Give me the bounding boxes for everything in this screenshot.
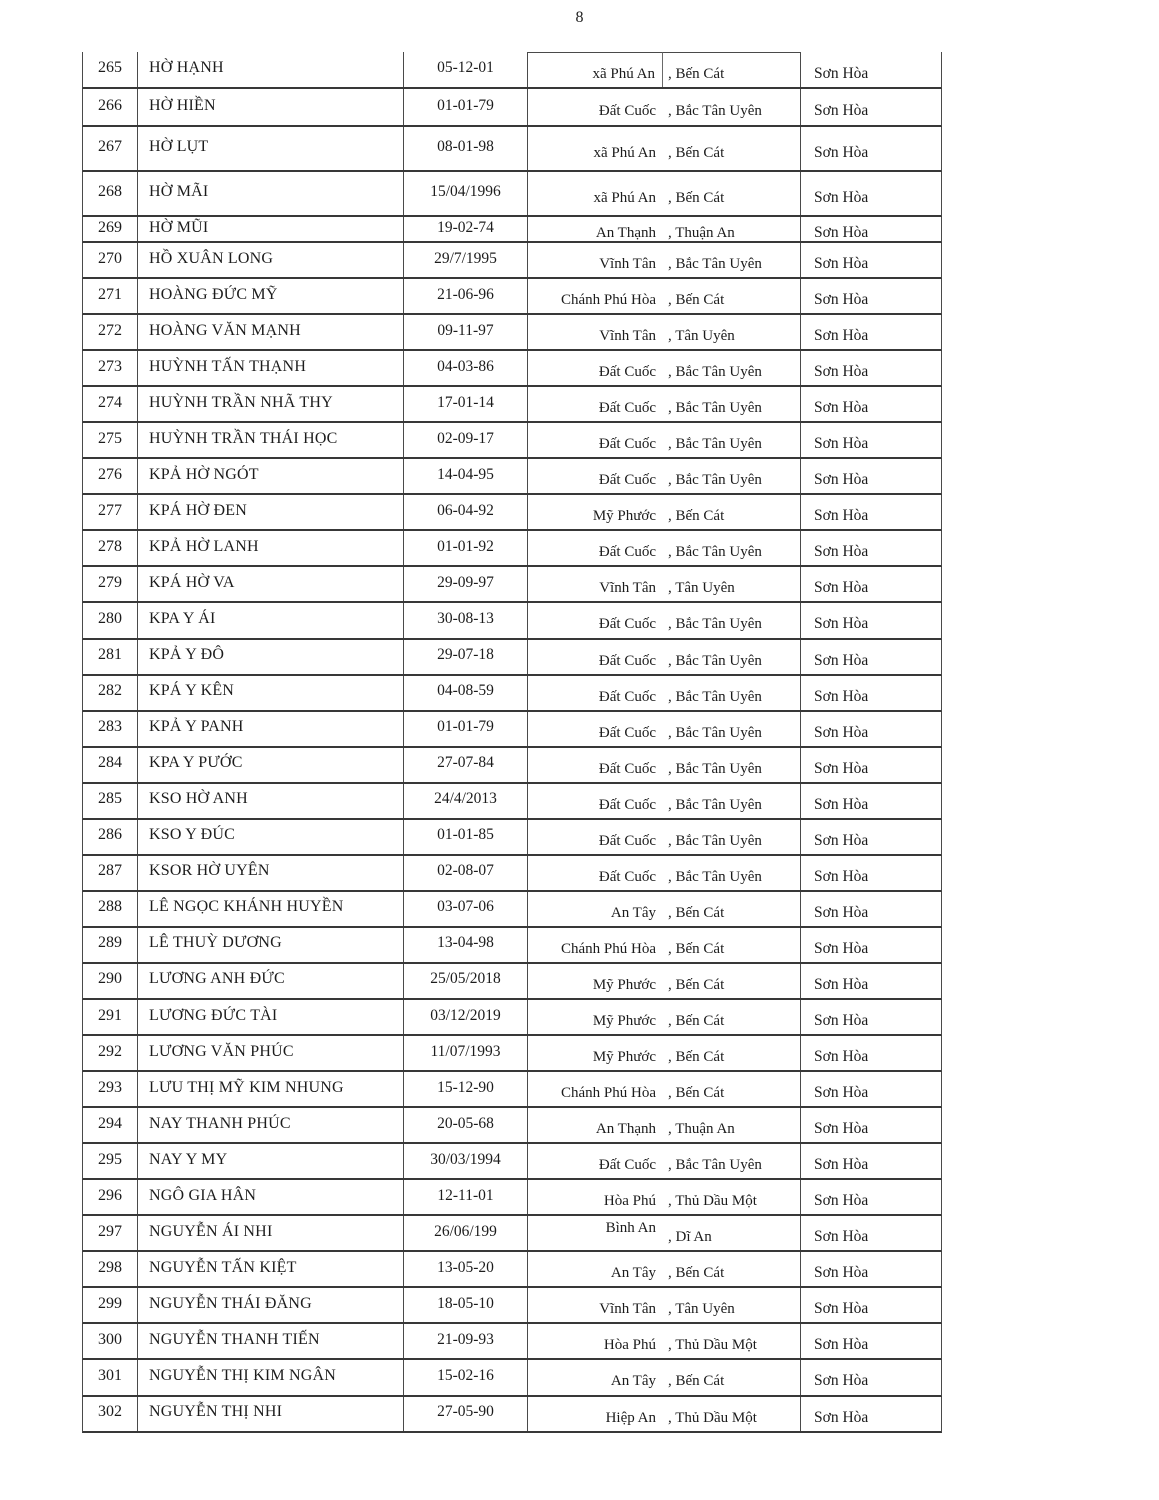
- name-cell: HUỲNH TRẦN NHÃ THY: [138, 387, 404, 421]
- row-number-cell: 272: [83, 315, 138, 349]
- district-cell: , Bến Cát: [663, 1360, 801, 1394]
- ward-cell: Đất Cuốc: [598, 472, 656, 489]
- table-row: [82, 1252, 942, 1288]
- row-number-cell: 276: [83, 459, 138, 493]
- ward-cell: Vĩnh Tân: [599, 1301, 656, 1318]
- name-cell: NAY THANH PHÚC: [138, 1108, 404, 1142]
- unit-cell: Sơn Hòa: [814, 579, 869, 597]
- ward-cell: Mỹ Phước: [592, 1049, 656, 1066]
- unit-cell: Sơn Hòa: [814, 975, 869, 993]
- birthdate-cell: 29/7/1995: [404, 243, 528, 277]
- table-row: [82, 1036, 942, 1072]
- ward-cell: Chánh Phú Hòa: [561, 1085, 656, 1102]
- unit-cell: Sơn Hòa: [814, 1192, 869, 1210]
- row-number-cell: 268: [83, 172, 138, 215]
- unit-cell: Sơn Hòa: [814, 435, 869, 453]
- unit-cell: Sơn Hòa: [814, 1156, 869, 1174]
- ward-cell: Đất Cuốc: [598, 796, 656, 813]
- table-row: [82, 351, 942, 387]
- unit-cell: Sơn Hòa: [814, 1012, 869, 1029]
- unit-cell: Sơn Hòa: [814, 507, 869, 525]
- ward-cell: Đất Cuốc: [598, 400, 656, 417]
- table-row: [82, 315, 942, 351]
- unit-cell: Sơn Hòa: [814, 1336, 869, 1354]
- ward-cell: An Tây: [610, 1373, 656, 1390]
- ward-cell: Đất Cuốc: [598, 364, 656, 381]
- table-row: [82, 279, 942, 315]
- row-number-cell: 265: [83, 52, 138, 87]
- ward-cell: Vĩnh Tân: [599, 328, 656, 345]
- row-number-cell: 296: [83, 1180, 138, 1214]
- table-row: [82, 217, 942, 243]
- district-cell: , Dĩ An: [663, 1216, 801, 1250]
- birthdate-cell: 15/04/1996: [404, 172, 528, 215]
- unit-cell: Sơn Hòa: [814, 143, 869, 161]
- name-cell: KSO HỜ ANH: [138, 784, 404, 818]
- district-cell: , Bến Cát: [663, 1036, 801, 1070]
- ward-cell: An Tây: [610, 904, 656, 921]
- table-row: [82, 567, 942, 603]
- district-cell: , Bắc Tân Uyên: [663, 820, 801, 854]
- row-number-cell: 294: [83, 1108, 138, 1142]
- table-row: [82, 1108, 942, 1144]
- birthdate-cell: 13-04-98: [404, 928, 528, 962]
- birthdate-cell: 27-05-90: [404, 1397, 528, 1431]
- name-cell: KPÁ HỜ ĐEN: [138, 495, 404, 529]
- name-cell: HỜ LỤT: [138, 127, 404, 170]
- row-number-cell: 280: [83, 603, 138, 637]
- ward-cell: xã Phú An: [593, 144, 656, 161]
- table-row: [82, 495, 942, 531]
- name-cell: HỜ MÃI: [138, 172, 404, 215]
- page-number: 8: [575, 9, 584, 26]
- birthdate-cell: 20-05-68: [404, 1108, 528, 1142]
- ward-cell: Đất Cuốc: [598, 1157, 656, 1174]
- unit-cell: Sơn Hòa: [814, 1300, 869, 1318]
- unit-cell: Sơn Hòa: [814, 651, 869, 669]
- table-row: [82, 1324, 942, 1360]
- ward-cell: Đất Cuốc: [598, 544, 656, 561]
- unit-cell: Sơn Hòa: [814, 723, 869, 741]
- name-cell: HOÀNG VĂN MẠNH: [138, 315, 404, 349]
- row-number-cell: 302: [83, 1397, 138, 1431]
- name-cell: NGUYỄN TẤN KIỆT: [138, 1252, 404, 1286]
- row-number-cell: 288: [83, 892, 138, 926]
- district-cell: , Bắc Tân Uyên: [663, 676, 801, 710]
- name-cell: NGUYỄN THANH TIẾN: [138, 1324, 404, 1358]
- unit-cell: Sơn Hòa: [814, 224, 869, 241]
- unit-cell: Sơn Hòa: [814, 903, 869, 921]
- unit-cell: Sơn Hòa: [814, 831, 869, 849]
- ward-cell: Bình An: [605, 1220, 656, 1237]
- district-cell: , Bắc Tân Uyên: [663, 423, 801, 457]
- ward-cell: Đất Cuốc: [598, 760, 656, 777]
- row-number-cell: 286: [83, 820, 138, 854]
- unit-cell: Sơn Hòa: [814, 64, 869, 82]
- birthdate-cell: 30-08-13: [404, 603, 528, 637]
- name-cell: KSOR HỜ UYÊN: [138, 856, 404, 890]
- birthdate-cell: 25/05/2018: [404, 964, 528, 998]
- unit-cell: Sơn Hòa: [814, 1120, 869, 1138]
- district-cell: , Tân Uyên: [663, 1288, 801, 1322]
- district-cell: , Bến Cát: [663, 172, 801, 215]
- ward-cell: Đất Cuốc: [598, 724, 656, 741]
- district-cell: , Bắc Tân Uyên: [663, 243, 801, 277]
- unit-cell: Sơn Hòa: [814, 687, 869, 705]
- row-number-cell: 279: [83, 567, 138, 601]
- birthdate-cell: 19-02-74: [404, 217, 528, 241]
- name-cell: NGUYỄN ÁI NHI: [138, 1216, 404, 1250]
- birthdate-cell: 06-04-92: [404, 495, 528, 529]
- table-row: [82, 712, 942, 748]
- table-row: [82, 1144, 942, 1180]
- table-row: [82, 243, 942, 279]
- birthdate-cell: 01-01-92: [404, 531, 528, 565]
- name-cell: NGÔ GIA HÂN: [138, 1180, 404, 1214]
- ward-cell: Hiệp An: [605, 1409, 656, 1426]
- table-row: [82, 387, 942, 423]
- row-number-cell: 275: [83, 423, 138, 457]
- table-row: [82, 459, 942, 495]
- birthdate-cell: 18-05-10: [404, 1288, 528, 1322]
- name-cell: KPA Y ÁI: [138, 603, 404, 637]
- ward-cell: xã Phú An: [593, 189, 656, 206]
- row-number-cell: 270: [83, 243, 138, 277]
- district-cell: , Bắc Tân Uyên: [663, 784, 801, 818]
- row-number-cell: 273: [83, 351, 138, 385]
- birthdate-cell: 30/03/1994: [404, 1144, 528, 1178]
- name-cell: LƯƠNG VĂN PHÚC: [138, 1036, 404, 1070]
- table-row: [82, 856, 942, 892]
- name-cell: KPẢ HỜ LANH: [138, 531, 404, 565]
- table-row: [82, 820, 942, 856]
- name-cell: HOÀNG ĐỨC MỸ: [138, 279, 404, 313]
- name-cell: KPẢ Y PANH: [138, 712, 404, 746]
- district-cell: , Bắc Tân Uyên: [663, 748, 801, 782]
- birthdate-cell: 15-02-16: [404, 1360, 528, 1394]
- birthdate-cell: 13-05-20: [404, 1252, 528, 1286]
- district-cell: , Bắc Tân Uyên: [663, 712, 801, 746]
- table-row: [82, 1072, 942, 1108]
- district-cell: , Bến Cát: [663, 279, 801, 313]
- unit-cell: Sơn Hòa: [814, 327, 869, 345]
- ward-cell: An Thạnh: [595, 1121, 656, 1138]
- table-row: [82, 676, 942, 712]
- row-number-cell: 283: [83, 712, 138, 746]
- row-number-cell: 287: [83, 856, 138, 890]
- birthdate-cell: 01-01-79: [404, 712, 528, 746]
- row-number-cell: 285: [83, 784, 138, 818]
- district-cell: , Bắc Tân Uyên: [663, 89, 801, 125]
- name-cell: HỜ HẠNH: [138, 52, 404, 87]
- ward-cell: Mỹ Phước: [592, 1013, 656, 1029]
- row-number-cell: 271: [83, 279, 138, 313]
- table-row: [82, 1180, 942, 1216]
- birthdate-cell: 03/12/2019: [404, 1000, 528, 1034]
- unit-cell: Sơn Hòa: [814, 1228, 869, 1246]
- name-cell: LÊ NGỌC KHÁNH HUYỀN: [138, 892, 404, 926]
- birthdate-cell: 27-07-84: [404, 748, 528, 782]
- birthdate-cell: 14-04-95: [404, 459, 528, 493]
- row-number-cell: 299: [83, 1288, 138, 1322]
- row-number-cell: 284: [83, 748, 138, 782]
- birthdate-cell: 05-12-01: [404, 52, 528, 87]
- unit-cell: Sơn Hòa: [814, 543, 869, 561]
- unit-cell: Sơn Hòa: [814, 102, 869, 119]
- row-number-cell: 298: [83, 1252, 138, 1286]
- birthdate-cell: 09-11-97: [404, 315, 528, 349]
- ward-cell: Đất Cuốc: [598, 688, 656, 705]
- birthdate-cell: 12-11-01: [404, 1180, 528, 1214]
- birthdate-cell: 02-08-07: [404, 856, 528, 890]
- name-cell: KPÁ HỜ VA: [138, 567, 404, 601]
- table-row: [82, 423, 942, 459]
- birthdate-cell: 21-09-93: [404, 1324, 528, 1358]
- district-cell: , Bến Cát: [663, 928, 801, 962]
- row-number-cell: 295: [83, 1144, 138, 1178]
- district-cell: , Bắc Tân Uyên: [663, 856, 801, 890]
- table-row: [82, 172, 942, 217]
- ward-cell: Đất Cuốc: [598, 436, 656, 453]
- table-row: [82, 1288, 942, 1324]
- district-cell: , Bến Cát: [663, 52, 801, 87]
- ward-cell: xã Phú An: [528, 52, 663, 87]
- row-number-cell: 277: [83, 495, 138, 529]
- district-cell: , Thuận An: [663, 1108, 801, 1142]
- ward-cell: Vĩnh Tân: [599, 580, 656, 597]
- name-cell: HUỲNH TẤN THẠNH: [138, 351, 404, 385]
- name-cell: HỜ HIỀN: [138, 89, 404, 125]
- name-cell: LƯU THỊ MỸ KIM NHUNG: [138, 1072, 404, 1106]
- row-number-cell: 269: [83, 217, 138, 241]
- birthdate-cell: 24/4/2013: [404, 784, 528, 818]
- table-row: [82, 964, 942, 1000]
- name-cell: HỜ MŨI: [138, 217, 404, 241]
- name-cell: KPẢ HỜ NGÓT: [138, 459, 404, 493]
- unit-cell: Sơn Hòa: [814, 399, 869, 417]
- row-number-cell: 297: [83, 1216, 138, 1250]
- birthdate-cell: 01-01-85: [404, 820, 528, 854]
- ward-cell: Chánh Phú Hòa: [561, 292, 656, 309]
- row-number-cell: 266: [83, 89, 138, 125]
- district-cell: , Thủ Dầu Một: [663, 1397, 801, 1431]
- district-cell: , Bến Cát: [663, 1252, 801, 1286]
- birthdate-cell: 17-01-14: [404, 387, 528, 421]
- name-cell: KPÁ Y KÊN: [138, 676, 404, 710]
- name-cell: KPẢ Y ĐÔ: [138, 640, 404, 674]
- unit-cell: Sơn Hòa: [814, 867, 869, 885]
- row-number-cell: 282: [83, 676, 138, 710]
- row-number-cell: 274: [83, 387, 138, 421]
- ward-cell: Hòa Phú: [603, 1193, 656, 1210]
- district-cell: , Bắc Tân Uyên: [663, 531, 801, 565]
- table-row: [82, 52, 942, 89]
- table-row: [82, 1216, 942, 1252]
- table-row: [82, 1000, 942, 1036]
- unit-cell: Sơn Hòa: [814, 1084, 869, 1102]
- district-cell: , Bến Cát: [663, 1072, 801, 1106]
- row-number-cell: 278: [83, 531, 138, 565]
- unit-cell: Sơn Hòa: [814, 939, 869, 957]
- name-cell: LÊ THUỲ DƯƠNG: [138, 928, 404, 962]
- unit-cell: Sơn Hòa: [814, 615, 869, 633]
- unit-cell: Sơn Hòa: [814, 1048, 869, 1066]
- unit-cell: Sơn Hòa: [814, 255, 869, 273]
- name-cell: NGUYỄN THỊ KIM NGÂN: [138, 1360, 404, 1394]
- ward-cell: Đất Cuốc: [598, 616, 656, 633]
- name-cell: NGUYỄN THỊ NHI: [138, 1397, 404, 1431]
- ward-cell: An Tây: [610, 1265, 656, 1282]
- row-number-cell: 291: [83, 1000, 138, 1034]
- table-row: [82, 640, 942, 676]
- ward-cell: Đất Cuốc: [598, 652, 656, 669]
- name-cell: HUỲNH TRẦN THÁI HỌC: [138, 423, 404, 457]
- birthdate-cell: 08-01-98: [404, 127, 528, 170]
- ward-cell: Mỹ Phước: [592, 976, 656, 993]
- table-row: [82, 1397, 942, 1433]
- table-row: [82, 531, 942, 567]
- unit-cell: Sơn Hòa: [814, 1372, 869, 1390]
- row-number-cell: 289: [83, 928, 138, 962]
- district-cell: , Bắc Tân Uyên: [663, 387, 801, 421]
- district-cell: , Bắc Tân Uyên: [663, 640, 801, 674]
- district-cell: , Thủ Dầu Một: [663, 1324, 801, 1358]
- ward-cell: Hòa Phú: [603, 1337, 656, 1354]
- table-row: [82, 748, 942, 784]
- district-cell: , Thủ Dầu Một: [663, 1180, 801, 1214]
- row-number-cell: 267: [83, 127, 138, 170]
- unit-cell: Sơn Hòa: [814, 291, 869, 309]
- table-row: [82, 784, 942, 820]
- ward-cell: Vĩnh Tân: [599, 256, 656, 273]
- name-cell: KPA Y PƯỚC: [138, 748, 404, 782]
- ward-cell: Đất Cuốc: [598, 868, 656, 885]
- district-cell: , Bắc Tân Uyên: [663, 351, 801, 385]
- row-number-cell: 292: [83, 1036, 138, 1070]
- unit-cell: Sơn Hòa: [814, 363, 869, 381]
- birthdate-cell: 02-09-17: [404, 423, 528, 457]
- name-cell: NAY Y MY: [138, 1144, 404, 1178]
- district-cell: , Bến Cát: [663, 964, 801, 998]
- birthdate-cell: 26/06/199: [404, 1216, 528, 1250]
- district-cell: , Bến Cát: [663, 892, 801, 926]
- name-cell: HỒ XUÂN LONG: [138, 243, 404, 277]
- birthdate-cell: 21-06-96: [404, 279, 528, 313]
- name-cell: LƯƠNG ĐỨC TÀI: [138, 1000, 404, 1034]
- table-row: [82, 127, 942, 172]
- unit-cell: Sơn Hòa: [814, 471, 869, 489]
- name-cell: KSO Y ĐÚC: [138, 820, 404, 854]
- district-cell: , Bắc Tân Uyên: [663, 1144, 801, 1178]
- birthdate-cell: 15-12-90: [404, 1072, 528, 1106]
- birthdate-cell: 04-03-86: [404, 351, 528, 385]
- name-cell: LƯƠNG ANH ĐỨC: [138, 964, 404, 998]
- birthdate-cell: 04-08-59: [404, 676, 528, 710]
- district-cell: , Thuận An: [663, 217, 801, 241]
- row-number-cell: 301: [83, 1360, 138, 1394]
- roster-table: [82, 52, 942, 1433]
- unit-cell: Sơn Hòa: [814, 795, 869, 813]
- birthdate-cell: 01-01-79: [404, 89, 528, 125]
- row-number-cell: 281: [83, 640, 138, 674]
- birthdate-cell: 11/07/1993: [404, 1036, 528, 1070]
- unit-cell: Sơn Hòa: [814, 188, 869, 206]
- district-cell: , Bắc Tân Uyên: [663, 603, 801, 637]
- name-cell: NGUYỄN THÁI ĐĂNG: [138, 1288, 404, 1322]
- district-cell: , Bến Cát: [663, 1000, 801, 1034]
- birthdate-cell: 29-07-18: [404, 640, 528, 674]
- table-row: [82, 1360, 942, 1396]
- unit-cell: Sơn Hòa: [814, 1408, 869, 1426]
- ward-cell: Mỹ Phước: [592, 508, 656, 525]
- district-cell: , Bến Cát: [663, 495, 801, 529]
- ward-cell: Đất Cuốc: [598, 832, 656, 849]
- district-cell: , Bắc Tân Uyên: [663, 459, 801, 493]
- unit-cell: Sơn Hòa: [814, 759, 869, 777]
- district-cell: , Tân Uyên: [663, 567, 801, 601]
- table-row: [82, 603, 942, 639]
- unit-cell: Sơn Hòa: [814, 1264, 869, 1282]
- table-row: [82, 892, 942, 928]
- table-row: [82, 928, 942, 964]
- ward-cell: Đất Cuốc: [598, 103, 656, 119]
- row-number-cell: 293: [83, 1072, 138, 1106]
- birthdate-cell: 29-09-97: [404, 567, 528, 601]
- row-number-cell: 290: [83, 964, 138, 998]
- district-cell: , Tân Uyên: [663, 315, 801, 349]
- birthdate-cell: 03-07-06: [404, 892, 528, 926]
- table-row: [82, 89, 942, 127]
- district-cell: , Bến Cát: [663, 127, 801, 170]
- ward-cell: Chánh Phú Hòa: [561, 940, 656, 957]
- ward-cell: An Thạnh: [595, 225, 656, 241]
- row-number-cell: 300: [83, 1324, 138, 1358]
